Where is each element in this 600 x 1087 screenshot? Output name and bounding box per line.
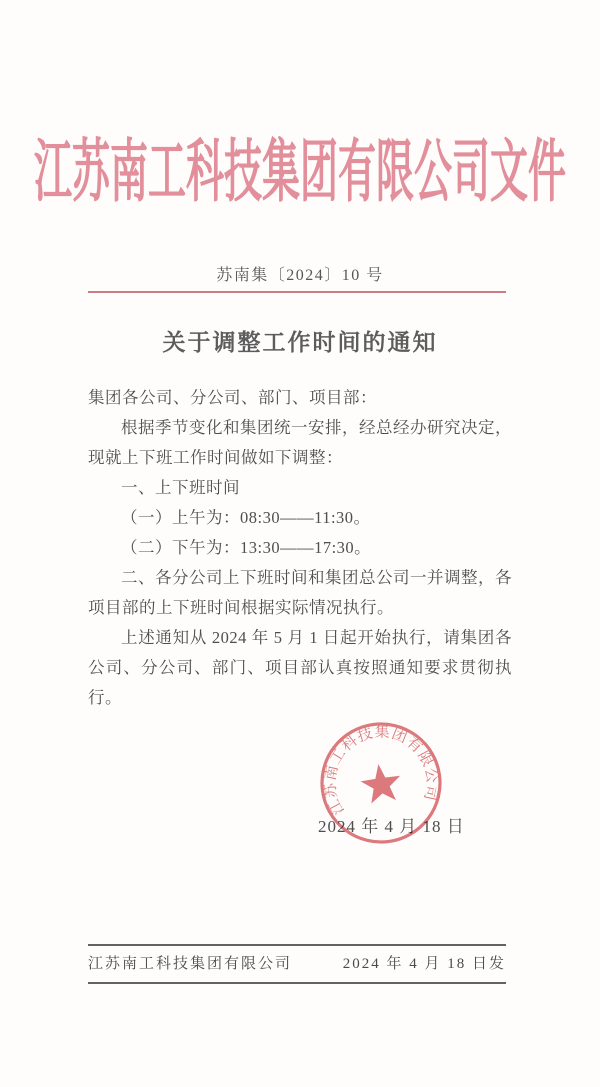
notice-body [88,383,512,713]
body-paragraph: 二、各分公司上下班时间和集团总公司一并调整，各项目部的上下班时间根据实际情况执行。 [88,568,512,617]
company-seal [302,704,460,862]
red-divider-line [88,291,506,293]
paragraph-list [88,413,512,713]
footer [88,952,506,976]
body-paragraph: 根据季节变化和集团统一安排，经总经办研究决定，现就上下班工作时间做如下调整： [88,418,512,467]
salutation: 集团各公司、分公司、部门、项目部： [88,388,377,407]
body-paragraph: 一、上下班时间 [121,478,240,497]
seal-star-icon [359,761,404,804]
document-number: 苏南集〔2024〕10 号 [216,267,384,284]
footer-issue-date: 2024 年 4 月 18 日发 [342,956,506,972]
body-paragraph: （一）上午为：08:30——11:30。 [121,508,371,527]
red-header-title: 江苏南工科技集团有限公司文件 [33,135,566,212]
signature-date: 2024 年 4 月 18 日 [318,817,465,836]
footer-issuer: 江苏南工科技集团有限公司 [88,956,293,972]
footer-divider-top [88,944,506,946]
body-paragraph: （二）下午为：13:30——17:30。 [121,538,372,557]
footer-divider-bottom [88,982,506,984]
body-paragraph: 上述通知从 2024 年 5 月 1 日起开始执行，请集团各公司、分公司、部门、项目部认真按照通知要求贯彻执行。 [88,628,512,707]
notice-title: 关于调整工作时间的通知 [162,330,438,355]
seal-company-textpath: 江苏南工科技集团有限公司 [322,724,440,818]
